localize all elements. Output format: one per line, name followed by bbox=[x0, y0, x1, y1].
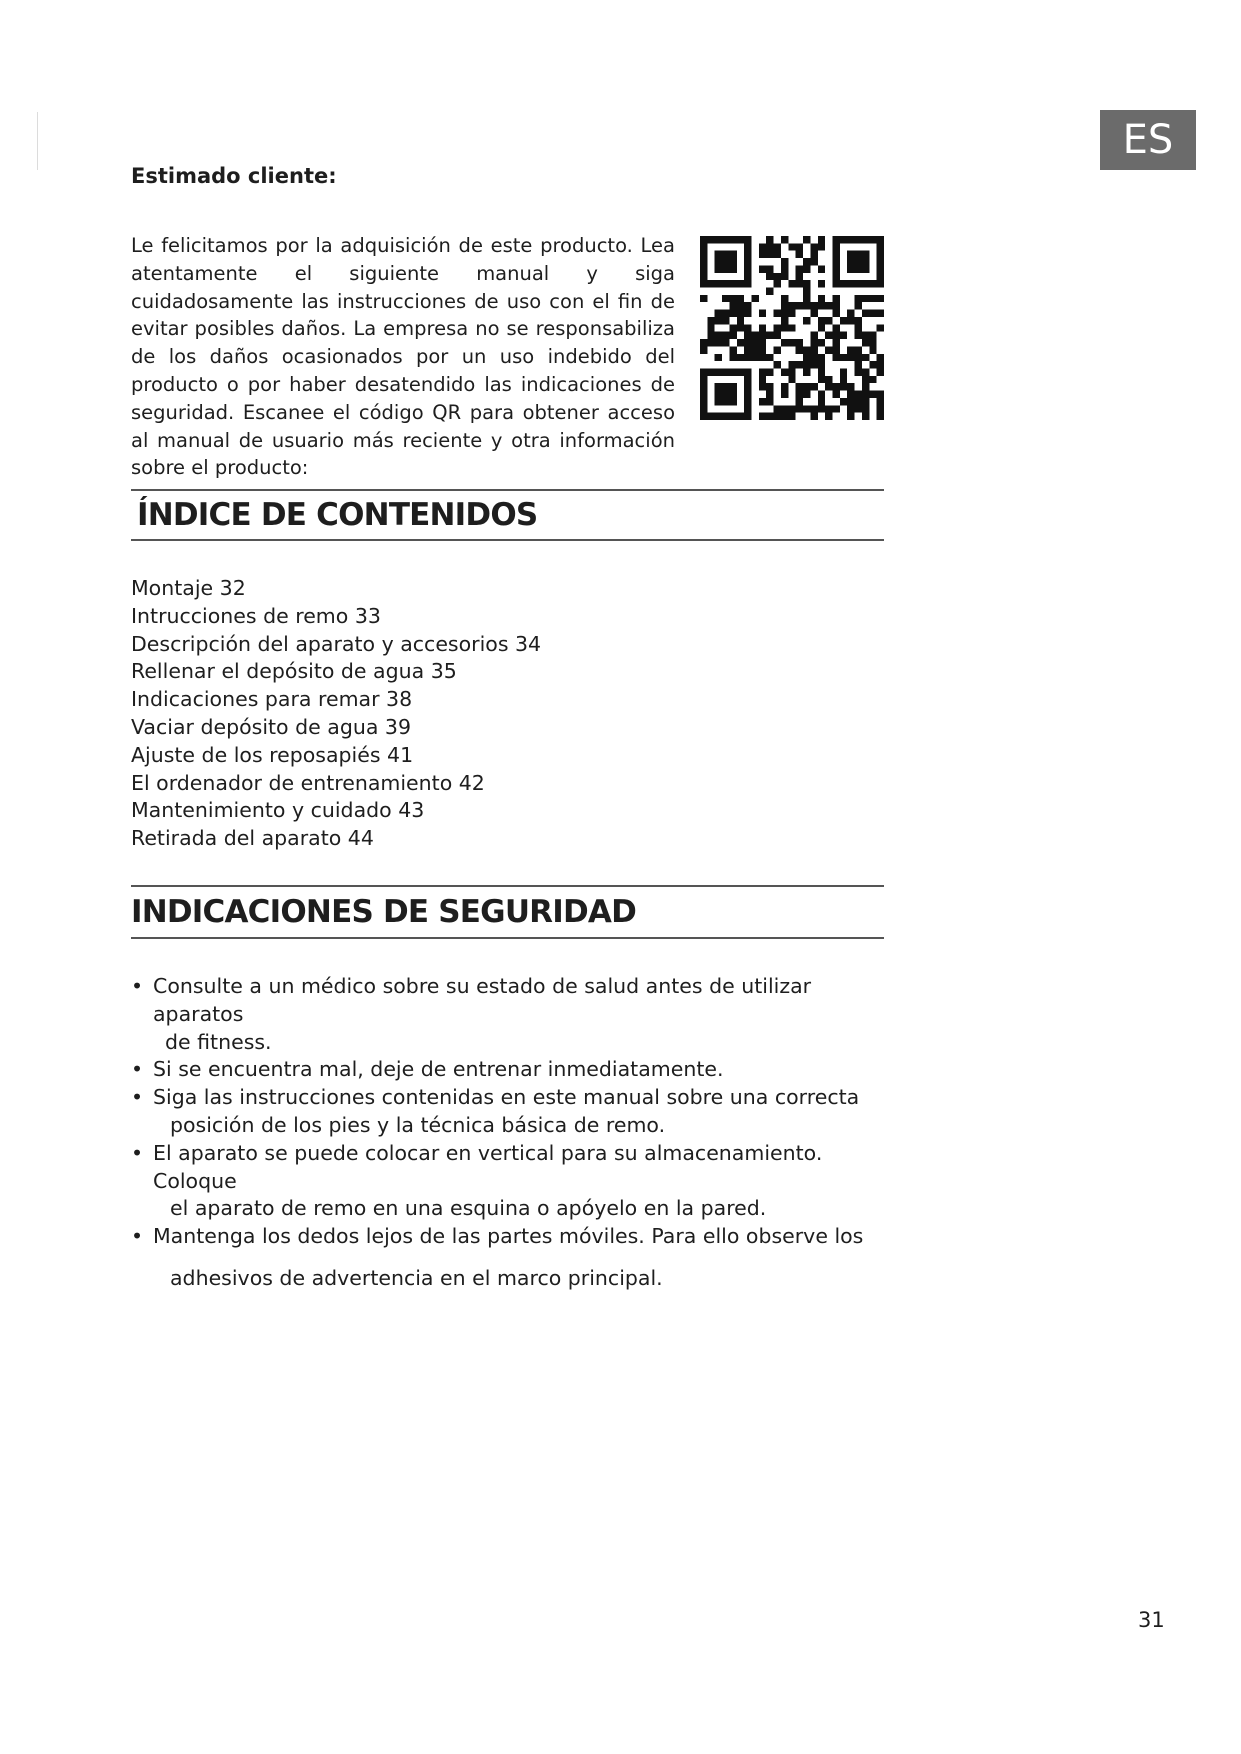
greeting: Estimado cliente: bbox=[131, 164, 337, 188]
safety-item-continuation: de fitness. bbox=[165, 1029, 272, 1054]
safety-item-text: El aparato se puede colocar en vertical para su almacenamiento. Coloque bbox=[153, 1140, 823, 1193]
safety-item-text: Consulte a un médico sobre su estado de salud antes de utilizar aparatos bbox=[153, 974, 812, 1026]
toc-item: Montaje 32 bbox=[131, 576, 246, 600]
bullet-icon: • bbox=[131, 974, 144, 998]
toc-item: Descripción del aparato y accesorios 34 bbox=[131, 631, 542, 656]
toc-list bbox=[131, 575, 541, 853]
safety-item-continuation: posición de los pies y la técnica básica de remo. bbox=[170, 1112, 666, 1137]
toc-title: ÍNDICE DE CONTENIDOS bbox=[137, 497, 538, 533]
toc-item: Intrucciones de remo 33 bbox=[131, 603, 381, 628]
toc-item: Mantenimiento y cuidado 43 bbox=[131, 798, 425, 823]
safety-item-continuation: el aparato de remo en una esquina o apóyelo en la pared. bbox=[170, 1196, 767, 1221]
bullet-icon: • bbox=[131, 1140, 144, 1165]
safety-item-continuation: adhesivos de advertencia en el marco principal. bbox=[170, 1265, 663, 1290]
safety-item-text: Siga las instrucciones contenidas en este manual sobre una correcta bbox=[153, 1085, 860, 1110]
toc-item: Ajuste de los reposapiés 41 bbox=[131, 742, 414, 767]
safety-list bbox=[131, 973, 871, 1293]
toc-rule-top bbox=[131, 489, 884, 491]
safety-item bbox=[131, 1084, 871, 1140]
toc-item: Indicaciones para remar 38 bbox=[131, 687, 413, 712]
safety-item-text: Mantenga los dedos lejos de las partes móviles. Para ello observe los bbox=[153, 1224, 864, 1249]
safety-rule-bottom bbox=[131, 937, 884, 939]
bullet-icon: • bbox=[131, 1224, 144, 1249]
toc-item: Rellenar el depósito de agua 35 bbox=[131, 659, 457, 684]
margin-rule bbox=[37, 112, 38, 170]
bullet-icon: • bbox=[131, 1085, 144, 1110]
language-tab: ES bbox=[1100, 110, 1196, 170]
toc-item: Retirada del aparato 44 bbox=[131, 826, 374, 851]
bullet-icon: • bbox=[131, 1057, 144, 1082]
safety-item bbox=[131, 973, 871, 1056]
toc-rule-bottom bbox=[131, 539, 884, 541]
toc-item: Vaciar depósito de agua 39 bbox=[131, 714, 411, 739]
safety-item-text: Si se encuentra mal, deje de entrenar inmediatamente. bbox=[153, 1057, 724, 1082]
safety-item bbox=[131, 1140, 871, 1223]
safety-rule-top bbox=[131, 885, 884, 887]
safety-item bbox=[131, 1056, 871, 1084]
page-number: 31 bbox=[1138, 1608, 1165, 1632]
safety-item bbox=[131, 1223, 871, 1293]
toc-item: El ordenador de entrenamiento 42 bbox=[131, 770, 485, 795]
qr-code-icon bbox=[700, 236, 884, 420]
safety-title: INDICACIONES DE SEGURIDAD bbox=[131, 894, 637, 930]
intro-paragraph: Le felicitamos por la adquisición de este producto. Lea atentamente el siguiente manual y siga cuidadosamente las instrucciones de uso con el fin de evitar posibles daños. La empresa no se responsabiliza de los daños ocasionados por un uso indebido del producto o por haber desatendido las indicaciones de seguridad. Escanee el código QR para obtener acceso al manual de usuario más reciente y otra información sobre el producto: bbox=[131, 234, 675, 480]
